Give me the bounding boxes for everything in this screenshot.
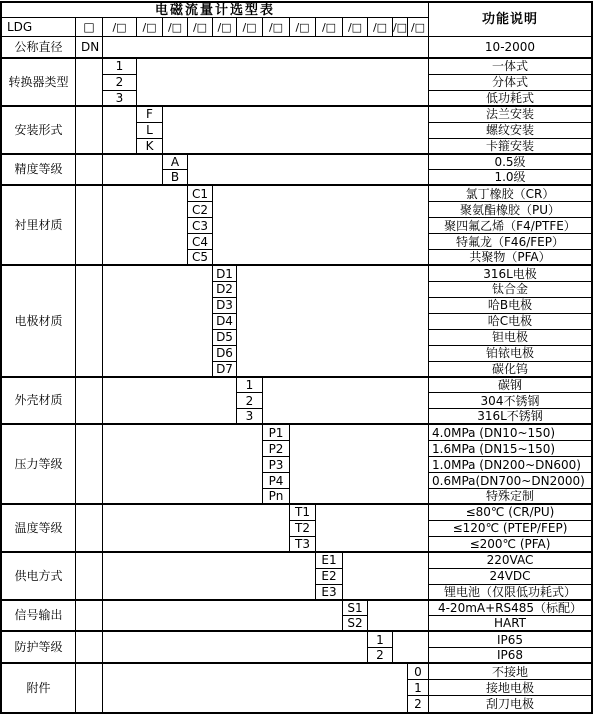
option-code-cell: 0 — [408, 664, 429, 680]
option-desc-cell: 4.0MPa (DN10~150) — [429, 425, 591, 441]
option-desc-cell: ≤200℃ (PFA) — [429, 537, 591, 553]
option-code-cell: 1 — [368, 632, 393, 648]
option-desc-cell: 接地电极 — [429, 680, 591, 696]
option-desc-cell: ≤120℃ (PTEP/FEP) — [429, 521, 591, 537]
option-desc-cell: 特殊定制 — [429, 489, 591, 505]
option-desc-cell: ≤80℃ (CR/PU) — [429, 505, 591, 521]
group-label: 外壳材质 — [2, 378, 76, 426]
option-desc-cell: 低功耗式 — [429, 91, 591, 107]
option-desc-cell: 分体式 — [429, 75, 591, 91]
option-desc-cell: 刮刀电极 — [485, 697, 534, 712]
option-code-cell: 2 — [237, 393, 263, 409]
option-code-cell: 1 — [103, 59, 137, 75]
option-code-cell: 3 — [103, 91, 137, 107]
filler-cell — [76, 107, 103, 155]
option-desc-cell: 24VDC — [429, 569, 591, 585]
filler-cell — [163, 107, 429, 155]
option-desc-cell: 304不锈钢 — [429, 393, 591, 409]
option-desc-cell: 0.6MPa(DN700~DN2000) — [429, 473, 591, 489]
diameter-code: DN — [76, 37, 103, 59]
group-label: 转换器类型 — [2, 59, 76, 107]
diameter-desc: 10-2000 — [429, 37, 591, 59]
option-desc-cell: 螺纹安装 — [429, 123, 591, 139]
option-desc-cell: 聚氨酯橡胶（PU） — [429, 202, 591, 218]
filler-cell — [103, 186, 188, 266]
option-code-cell: 1 — [237, 378, 263, 394]
filler-cell — [103, 266, 213, 377]
option-code-cell: C3 — [188, 218, 213, 234]
option-code-cell: E2 — [316, 569, 343, 585]
option-desc-cell: 特氟龙（F46/FEP） — [429, 234, 591, 250]
option-desc-cell: 一体式 — [429, 59, 591, 75]
group-label: 防护等级 — [2, 632, 76, 664]
model-slot-box: /□ — [408, 18, 429, 37]
model-slot-box: /□ — [316, 18, 343, 37]
filler-cell — [76, 186, 103, 266]
filler-cell — [76, 155, 103, 187]
option-code-cell: 2 — [408, 696, 429, 712]
model-slot-box: /□ — [188, 18, 213, 37]
option-code-cell: T1 — [290, 505, 316, 521]
diameter-label: 公称直径 — [2, 37, 76, 59]
selection-table — [0, 1, 593, 714]
group-label: 温度等级 — [2, 505, 76, 553]
option-code-cell: D5 — [213, 330, 237, 346]
option-desc-cell: 锂电池（仅限低功耗式） — [429, 585, 591, 601]
filler-cell — [76, 553, 103, 601]
option-code-cell: S2 — [343, 616, 368, 632]
group-label: 压力等级 — [2, 425, 76, 505]
option-code-cell: D2 — [213, 282, 237, 298]
option-desc-cell: 卡箍安装 — [429, 139, 591, 155]
filler-cell — [237, 266, 429, 377]
option-code-cell: T3 — [290, 537, 316, 553]
filler-cell — [76, 59, 103, 107]
option-desc-cell: 220VAC — [429, 553, 591, 569]
option-desc-cell: 316L电极 — [429, 266, 591, 282]
filler-cell — [76, 664, 103, 712]
filler-cell — [368, 601, 429, 633]
model-slot-box: /□ — [213, 18, 237, 37]
group-label: 安装形式 — [2, 107, 76, 155]
filler-cell — [103, 601, 343, 633]
table-title: 电磁流量计选型表 — [2, 3, 429, 18]
filler-cell — [76, 378, 103, 426]
option-code-cell: 2 — [368, 648, 393, 664]
option-code-cell: L — [137, 123, 163, 139]
filler-cell — [316, 505, 429, 553]
filler-cell — [103, 553, 316, 601]
filler-cell — [76, 601, 103, 633]
option-desc-cell: 4-20mA+RS485（标配） — [429, 601, 591, 617]
option-desc-cell: 聚四氟乙烯（F4/PTFE） — [429, 218, 591, 234]
filler-cell — [103, 107, 137, 155]
group-label: 供电方式 — [2, 553, 76, 601]
filler-cell — [137, 59, 429, 107]
model-slot-box: /□ — [393, 18, 408, 37]
option-code-cell: P3 — [263, 457, 290, 473]
option-desc-cell: 碳化钨 — [429, 362, 591, 378]
option-code-cell: 2 — [103, 75, 137, 91]
model-prefix: LDG — [2, 18, 76, 37]
function-column-header: 功能说明 — [429, 3, 591, 37]
option-desc-cell: 1.0MPa (DN200~DN600) — [429, 457, 591, 473]
model-slot-box: /□ — [290, 18, 316, 37]
model-slot-box: /□ — [343, 18, 368, 37]
option-code-cell: B — [163, 170, 188, 186]
option-desc-cell: 氯丁橡胶（CR） — [429, 186, 591, 202]
option-desc-cell: 哈B电极 — [429, 298, 591, 314]
filler-cell — [103, 155, 163, 187]
option-code-cell: D3 — [213, 298, 237, 314]
option-desc-cell: IP68 — [429, 648, 591, 664]
group-label: 电极材质 — [2, 266, 76, 377]
option-code-cell: D7 — [213, 362, 237, 378]
option-code-cell: C2 — [188, 202, 213, 218]
option-code-cell: C1 — [188, 186, 213, 202]
group-label: 衬里材质 — [2, 186, 76, 266]
option-code-cell: C5 — [188, 250, 213, 266]
option-code-cell: Pn — [263, 489, 290, 505]
option-code-cell: D4 — [213, 314, 237, 330]
option-desc-cell: IP65 — [429, 632, 591, 648]
option-desc-cell: 0.5级 — [429, 155, 591, 171]
option-code-cell: D6 — [213, 346, 237, 362]
model-slot-box: /□ — [237, 18, 263, 37]
option-desc-cell: 碳钢 — [429, 378, 591, 394]
option-code-cell: A — [163, 155, 188, 171]
option-desc-cell: HART — [429, 616, 591, 632]
filler-cell — [188, 155, 429, 187]
filler-cell — [76, 632, 103, 664]
filler-cell — [343, 553, 429, 601]
model-first-box: □ — [76, 18, 103, 37]
option-desc-cell: 316L不锈钢 — [429, 409, 591, 425]
filler-cell — [76, 425, 103, 505]
option-code-cell: P4 — [263, 473, 290, 489]
filler-cell — [103, 664, 408, 712]
option-desc-cell: 1.0级 — [429, 170, 591, 186]
filler-cell — [103, 378, 237, 426]
filler-cell — [76, 266, 103, 377]
filler-cell — [213, 186, 429, 266]
option-desc-cell: 钽电极 — [429, 330, 591, 346]
filler-cell — [290, 425, 429, 505]
model-slot-box: /□ — [263, 18, 290, 37]
filler-cell — [76, 505, 103, 553]
option-desc-cell: 哈C电极 — [429, 314, 591, 330]
group-label: 信号输出 — [2, 601, 76, 633]
filler-cell — [263, 378, 429, 426]
option-desc-cell: 不接地 — [429, 664, 591, 680]
filler-cell — [103, 505, 290, 553]
option-code-cell: P1 — [263, 425, 290, 441]
option-code-cell: F — [137, 107, 163, 123]
model-slot-box: /□ — [137, 18, 163, 37]
option-code-cell: K — [137, 139, 163, 155]
option-code-cell: 1 — [408, 680, 429, 696]
option-desc-cell: 铂铱电极 — [429, 346, 591, 362]
option-desc-cell: 法兰安装 — [429, 107, 591, 123]
filler-cell — [103, 632, 368, 664]
group-label: 精度等级 — [2, 155, 76, 187]
model-slot-box: /□ — [368, 18, 393, 37]
option-code-cell: D1 — [213, 266, 237, 282]
model-slot-box: /□ — [103, 18, 137, 37]
option-code-cell: P2 — [263, 441, 290, 457]
filler-cell — [393, 632, 429, 664]
group-label: 附件 — [2, 664, 76, 712]
option-code-cell: E1 — [316, 553, 343, 569]
option-code-cell: 3 — [237, 409, 263, 425]
option-code-cell: S1 — [343, 601, 368, 617]
option-code-cell: T2 — [290, 521, 316, 537]
option-desc-cell: 1.6MPa (DN15~150) — [429, 441, 591, 457]
option-desc-cell: 共聚物（PFA） — [429, 250, 591, 266]
filler-cell — [103, 425, 263, 505]
diameter-filler — [103, 37, 429, 59]
model-slot-box: /□ — [163, 18, 188, 37]
option-code-cell: E3 — [316, 585, 343, 601]
option-code-cell: C4 — [188, 234, 213, 250]
option-desc-cell: 钛合金 — [429, 282, 591, 298]
